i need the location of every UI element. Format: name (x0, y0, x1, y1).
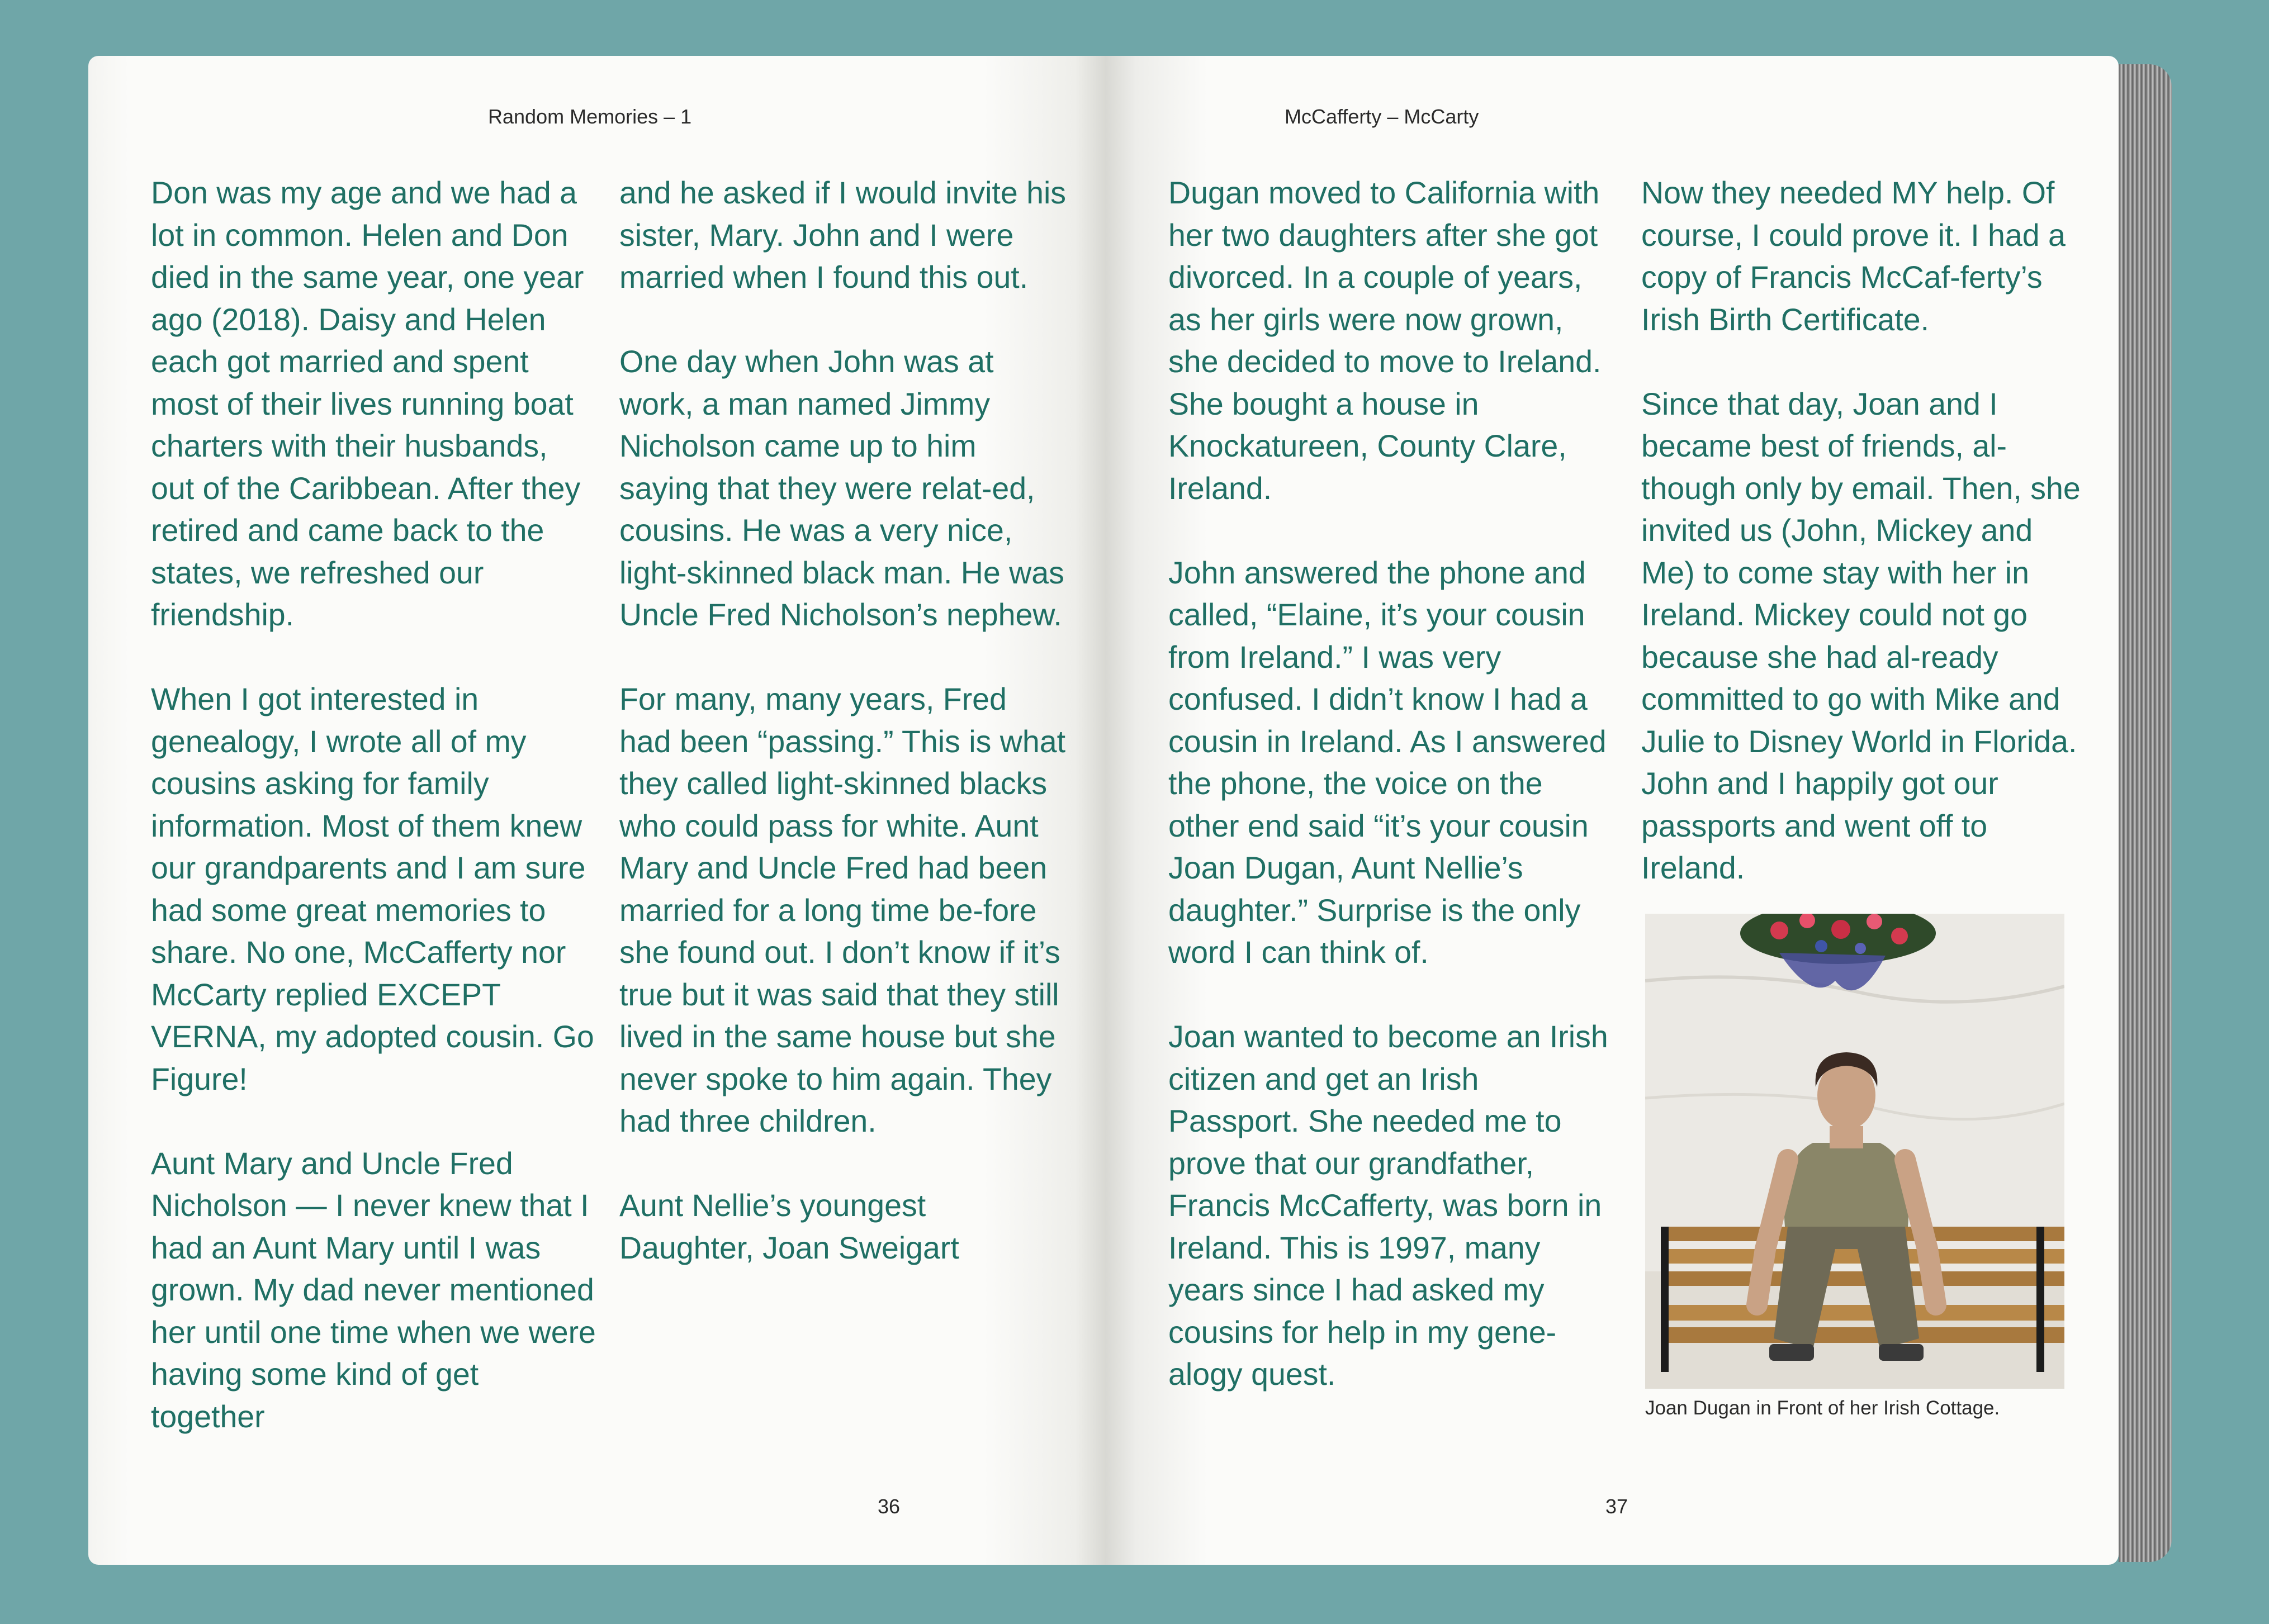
left-page-column-1 (151, 172, 598, 1480)
paragraph: One day when John was at work, a man named Jimmy Nicholson came up to him saying that they were relat-ed, cousins. He was a very nice, light-skinned black man. He was Uncle Fred Nicholson’s nephew. (619, 344, 1064, 632)
page-number-right: 37 (1605, 1495, 1628, 1518)
paragraph: Dugan moved to California with her two daughters after she got divorced. In a couple of years, as her girls were now grown, she decided to move to Ireland. She bought a house in Knockatureen, County Clare, Ireland. (1168, 175, 1602, 506)
left-page (88, 56, 1106, 1565)
running-header-left: Random Memories – 1 (488, 105, 692, 128)
paragraph: Since that day, Joan and I became best of friends, al-though only by email. Then, she invited us (John, Mickey and Me) to come stay with her in Ireland. Mickey could not go because she had al-ready committed to go with Mike and Julie to Disney World in Florida. John and I happily got our passports and went off to Ireland. (1641, 386, 2081, 885)
right-page-column-1 (1168, 172, 1616, 1438)
left-page-column-2 (619, 172, 1067, 1312)
paragraph: Aunt Mary and Uncle Fred Nicholson — I never knew that I had an Aunt Mary until I was grown. My dad never mentioned her until one time when we were having some kind of get together (151, 1146, 596, 1434)
paragraph: John answered the phone and called, “Elaine, it’s your cousin from Ireland.” I was very confused. I didn’t know I had a cousin in Ireland. As I answered the phone, the voice on the other end said “it’s your cousin Joan Dugan, Aunt Nellie’s daughter.” Surprise is the only word I can think of. (1168, 555, 1607, 970)
photo-illustration (1645, 914, 2064, 1389)
paragraph: Now they needed MY help. Of course, I could prove it. I had a copy of Francis McCaf-ferty’s Irish Birth Certificate. (1641, 175, 2066, 337)
paragraph: Aunt Nellie’s youngest Daughter, Joan Sweigart (619, 1188, 959, 1265)
photo-joan-dugan (1645, 914, 2064, 1389)
photo-caption: Joan Dugan in Front of her Irish Cottage. (1645, 1397, 2000, 1419)
page-edges (2119, 64, 2172, 1562)
right-page (1106, 56, 2119, 1565)
right-page-column-2 (1641, 172, 2088, 932)
paragraph: When I got interested in genealogy, I wrote all of my cousins asking for family information. Most of them knew our grandparents and I am sure had some great memories to share. No one, McCafferty nor McCarty replied EXCEPT VERNA, my adopted cousin. Go Figure! (151, 682, 594, 1096)
paragraph: For many, many years, Fred had been “passing.” This is what they called light-skinned blacks who could pass for white. Aunt Mary and Uncle Fred had been married for a long time be-fore she found out. I don’t know if it’s true but it was said that they still lived in the same house but she never spoke to him again. They had three children. (619, 682, 1066, 1138)
paragraph: Don was my age and we had a lot in common. Helen and Don died in the same year, one year ago (2018). Daisy and Helen each got married and spent most of their lives running boat charters with their husbands, out of the Caribbean. After they retired and came back to the states, we refreshed our friendship. (151, 175, 584, 632)
page-number-left: 36 (878, 1495, 901, 1518)
paragraph: Joan wanted to become an Irish citizen and get an Irish Passport. She needed me to prove that our grandfather, Francis McCafferty, was born in Ireland. This is 1997, many years since I had asked my cousins for help in my gene-alogy quest. (1168, 1019, 1608, 1392)
running-header-right: McCafferty – McCarty (1285, 105, 1479, 128)
paragraph: and he asked if I would invite his sister, Mary. John and I were married when I found this out. (619, 175, 1067, 295)
